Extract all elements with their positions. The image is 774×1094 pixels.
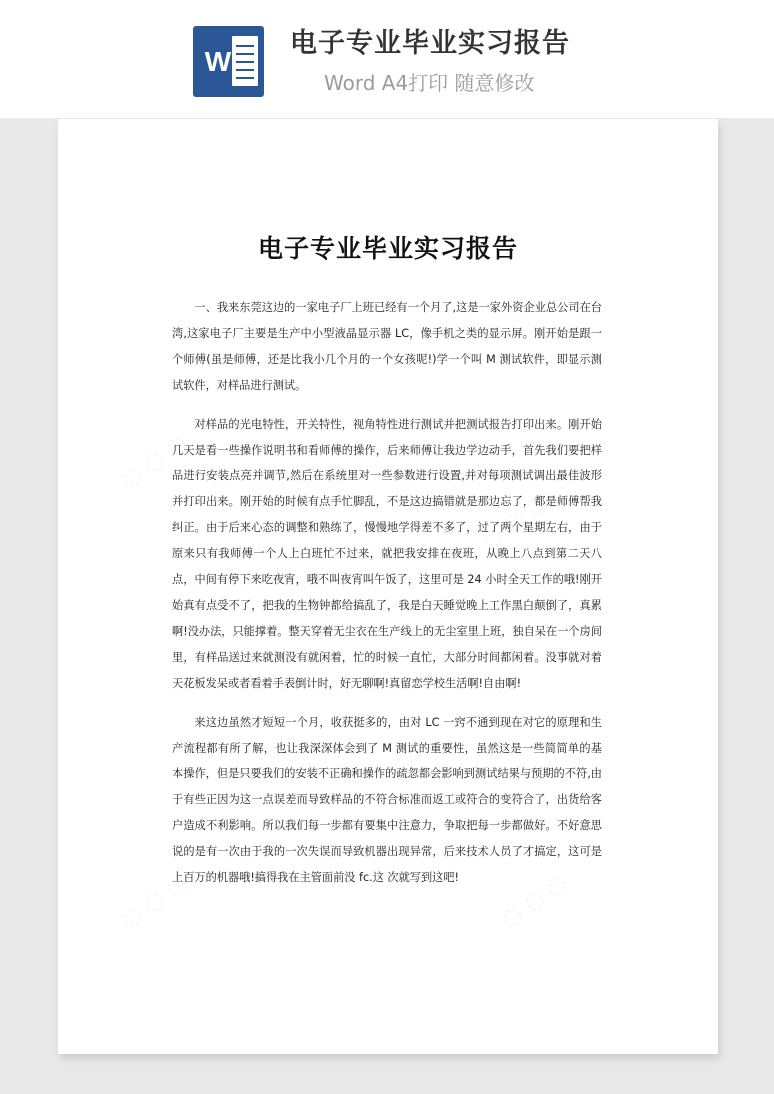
watermark: ◌ ◌ ◌ bbox=[117, 870, 192, 933]
watermark: ◌ ◌ ◌ bbox=[117, 430, 192, 493]
word-icon bbox=[193, 26, 264, 97]
header-title: 电子专业毕业实习报告 bbox=[290, 28, 570, 59]
header-subtitle: Word A4打印 随意修改 bbox=[324, 71, 535, 95]
paragraph: 对样品的光电特性，开关特性，视角特性进行测试并把测试报告打印出来。刚开始几天是看一些操作说明书和看师傅的操作，后来师傅让我边学边动手，首先我们要把样品进行安装点亮并调节,然后在系统里对一些参数进行设置,并对每项测试调出最佳波形并打印出来。刚开始的时候有点手忙脚乱，不是这边搞错就是那边忘了，都是师傅帮我纠正。由于后来心态的调整和熟练了，慢慢地学得差不多了，过了两个星期左右，由于原来只有我师傅一个人上白班忙不过来，就把我安排在夜班，从晚上八点到第二天八点，中间有停下来吃夜宵，哦不叫夜宵叫午饭了，这里可是 24 小时全天工作的哦!刚开始真有点受不了，把我的生物钟都给搞乱了，我是白天睡觉晚上工作黑白颠倒了，真累啊!没办法，只能撑着。整天穿着无尘衣在生产线上的无尘室里上班，独自呆在一个房间里，有样品送过来就测没有就闲着，忙的时候一直忙，大部分时间都闲着。没事就对着天花板发呆或者看着手表倒计时，好无聊啊!真留恋学校生活啊!自由啊! bbox=[172, 417, 602, 690]
preview-header bbox=[0, 0, 774, 118]
document-lines-graphic bbox=[232, 36, 258, 86]
paragraph: 来这边虽然才短短一个月，收获挺多的，由对 LC 一窍不通到现在对它的原理和生产流程都有所了解，也让我深深体会到了 M 测试的重要性，虽然这是一些简简单的基本操作，但是只要我们的安装不正确和操作的疏忽都会影响到测试结果与预期的不符,由于有些正因为这一点误差而导致样品的不符合标准而返工或符合的变符合了，出货给客户造成不利影响。所以我们每一步都有要集中注意力，争取把每一步都做好。不好意思说的是有一次由于我的一次失误而导致机器出现异常，后来技术人员了才搞定，这可是上百万的机器哦!搞得我在主管面前没 fc.这 次就写到这吧! bbox=[172, 715, 602, 885]
document-title: 电子专业毕业实习报告 bbox=[257, 234, 518, 263]
document-body bbox=[172, 295, 602, 904]
word-icon-letter: W bbox=[204, 46, 232, 77]
paragraph: 一、我来东莞这边的一家电子厂上班已经有一个月了,这是一家外资企业总公司在台湾,这家电子厂主要是生产中小型液晶显示器 LC，像手机之类的显示屏。刚开始是跟一个师傅(虽是师傅，还是比我小几个月的一个女孩呢!)学一个叫 M 测试软件，即显示测试软件，对样品进行测试。 bbox=[172, 301, 602, 392]
watermark: ◌ ◌ ◌ bbox=[497, 870, 572, 933]
document-page bbox=[58, 119, 718, 1054]
watermark: ◌ ◌ ◌ bbox=[477, 490, 552, 553]
